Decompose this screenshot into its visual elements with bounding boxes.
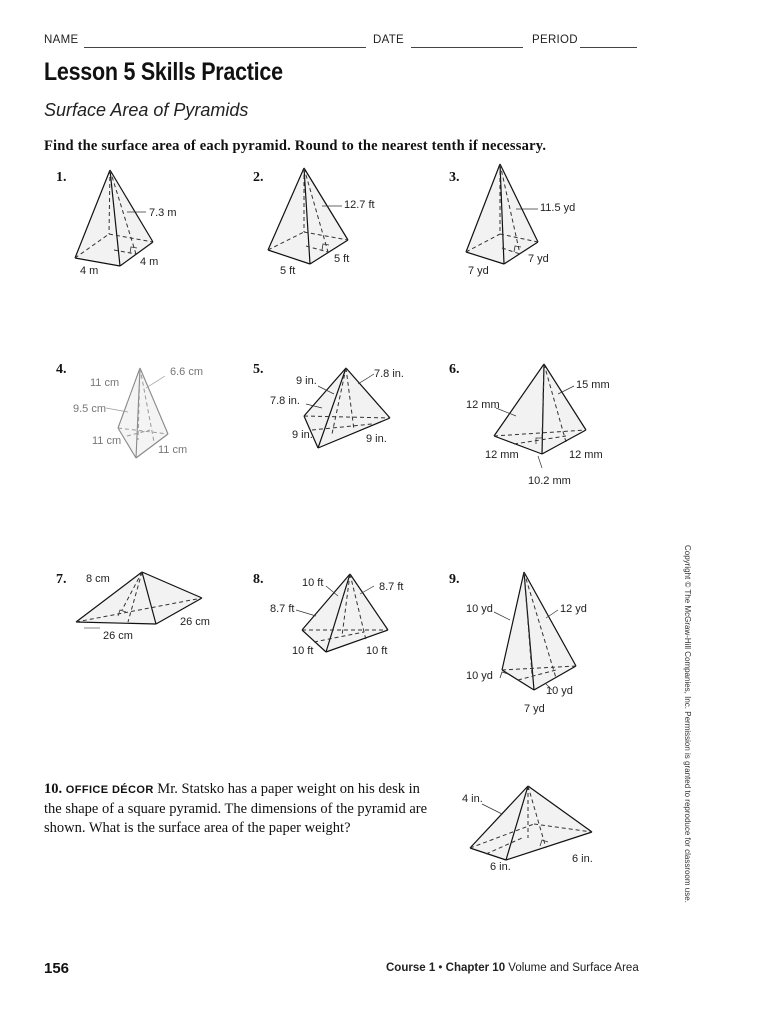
- problem-number: 8.: [253, 572, 264, 587]
- footer-course: [386, 962, 639, 974]
- period-label: PERIOD: [532, 34, 578, 46]
- dimension-label: 9 in.: [292, 429, 313, 441]
- copyright-notice: [683, 545, 704, 903]
- problem-10: [44, 780, 434, 838]
- problem-number: 3.: [449, 170, 460, 185]
- pyramid-figure-1: [60, 160, 180, 285]
- problem-number: 10.: [44, 781, 63, 797]
- dimension-label: 10 ft: [302, 577, 324, 589]
- dimension-label: 4 m: [80, 265, 99, 277]
- dimension-label: 5 ft: [280, 265, 296, 277]
- dimension-label: 7 yd: [524, 703, 545, 715]
- dimension-label: 10 yd: [466, 670, 493, 682]
- dimension-label: 11.5 yd: [540, 202, 576, 214]
- pyramid-figure-2: [258, 160, 398, 285]
- dimension-label: 6 in.: [490, 861, 511, 873]
- problem-text: Mr. Statsko has a paper weight on his desk in the shape of a square pyramid. The dimensions of the pyramid are shown. What is the surface area of the paper weight?: [44, 781, 428, 836]
- dimension-label: 8.7 ft: [270, 603, 295, 615]
- dimension-label: 11 cm: [92, 435, 122, 447]
- dimension-label: 12.7 ft: [344, 199, 375, 211]
- dimension-label: 7 yd: [468, 265, 489, 277]
- problem-number: 2.: [253, 170, 264, 185]
- date-label: DATE: [373, 34, 405, 46]
- dimension-label: 10 yd: [466, 603, 493, 615]
- pyramid-figure-10: [456, 776, 626, 876]
- page-subtitle: Surface Area of Pyramids: [44, 100, 249, 120]
- problem-tag: OFFICE DÉCOR: [65, 784, 154, 796]
- dimension-label: 26 cm: [103, 630, 133, 642]
- dimension-label: 4 in.: [462, 793, 483, 805]
- dimension-label: 7.3 m: [149, 207, 177, 219]
- problem-number: 9.: [449, 572, 460, 587]
- dimension-label: 8 cm: [86, 573, 110, 585]
- page-number: 156: [44, 960, 70, 977]
- dimension-label: 8.7 ft: [379, 581, 404, 593]
- name-line: [84, 47, 366, 48]
- dimension-label: 10 ft: [366, 645, 388, 657]
- dimension-label: 10.2 mm: [528, 475, 571, 487]
- dimension-label: 10 ft: [292, 645, 314, 657]
- dimension-label: 12 mm: [466, 399, 500, 411]
- chapter-label: Chapter 10: [445, 962, 506, 974]
- dimension-label: 9.5 cm: [73, 403, 107, 415]
- copyright-text: Copyright © The McGraw-Hill Companies, Inc. Permission is granted to reproduce for classroom use.: [683, 545, 692, 903]
- dimension-label: 9 in.: [296, 375, 317, 387]
- dimension-label: 4 m: [140, 256, 159, 268]
- page-title: Lesson 5 Skills Practice: [44, 58, 283, 86]
- instructions: Find the surface area of each pyramid. Round to the nearest tenth if necessary.: [44, 138, 547, 154]
- dimension-label: 11 cm: [90, 377, 120, 389]
- problem-number: 1.: [56, 170, 67, 185]
- dimension-label: 12 yd: [560, 603, 587, 615]
- dimension-label: 9 in.: [366, 433, 387, 445]
- pyramid-figure-3: [458, 160, 598, 285]
- dimension-label: 12 mm: [569, 449, 603, 461]
- problem-number: 5.: [253, 362, 264, 377]
- dimension-label: 11 cm: [158, 444, 188, 456]
- problem-number: 4.: [56, 362, 67, 377]
- course-label: Course 1: [386, 962, 436, 974]
- pyramid-figure-4: [70, 360, 230, 470]
- dimension-label: 7.8 in.: [374, 368, 404, 380]
- name-label: NAME: [44, 34, 79, 46]
- dimension-label: 7 yd: [528, 253, 549, 265]
- pyramid-figure-7: [70, 566, 240, 646]
- pyramid-figure-9: [462, 566, 622, 721]
- dimension-label: 10 yd: [546, 685, 573, 697]
- dimension-label: 12 mm: [485, 449, 519, 461]
- dimension-label: 15 mm: [576, 379, 610, 391]
- footer-separator: •: [438, 962, 443, 974]
- date-line: [411, 47, 523, 48]
- chapter-title: Volume and Surface Area: [508, 962, 639, 974]
- problem-number: 7.: [56, 572, 67, 587]
- dimension-label: 6 in.: [572, 853, 593, 865]
- dimension-label: 5 ft: [334, 253, 350, 265]
- pyramid-figure-8: [266, 566, 426, 666]
- dimension-label: 6.6 cm: [170, 366, 204, 378]
- period-line: [580, 47, 637, 48]
- dimension-label: 26 cm: [180, 616, 210, 628]
- problem-number: 6.: [449, 362, 460, 377]
- dimension-label: 7.8 in.: [270, 395, 300, 407]
- pyramid-figure-5: [262, 362, 422, 457]
- pyramid-figure-6: [462, 360, 622, 490]
